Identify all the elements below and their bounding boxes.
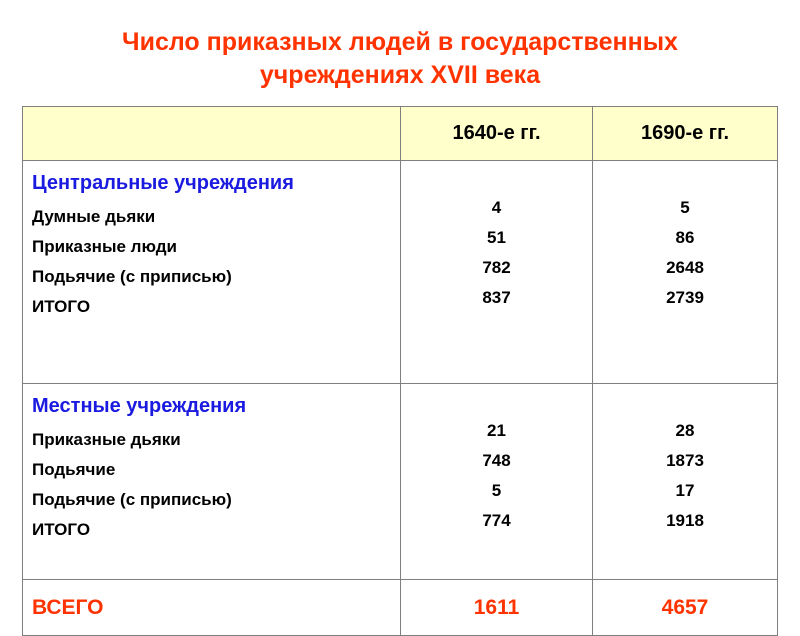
value-1690s: 1873 [666, 451, 704, 470]
section-title-central: Центральные учреждения [32, 172, 294, 194]
total-label: ВСЕГО [23, 580, 401, 636]
value-1640s: 51 [487, 228, 506, 247]
values-1690s-cell [593, 161, 778, 384]
total-row [23, 580, 778, 636]
value-1640s: 774 [482, 511, 511, 530]
title-line-1: Число приказных людей в государственных [122, 28, 678, 56]
value-1690s: 1918 [666, 511, 704, 530]
total-1640s: 1611 [401, 580, 593, 636]
table-header-row [23, 107, 778, 161]
section-labels-cell [23, 161, 401, 384]
row-label: Приказные дьяки [32, 430, 181, 449]
values-1690s-cell [593, 384, 778, 580]
value-1640s: 4 [491, 198, 502, 217]
value-1640s: 21 [487, 421, 506, 440]
value-1640s: 837 [482, 288, 511, 307]
row-label: ИТОГО [32, 297, 91, 316]
page-title [0, 26, 800, 92]
header-cell-empty [23, 107, 401, 161]
header-cell-1690s: 1690-е гг. [593, 107, 778, 161]
row-label: Подьячие (с приписью) [32, 267, 232, 286]
row-label: Приказные люди [32, 237, 177, 256]
row-label: ИТОГО [32, 520, 91, 539]
value-1690s: 86 [675, 228, 695, 247]
total-1690s: 4657 [593, 580, 778, 636]
value-1690s: 28 [675, 421, 695, 440]
values-1640s-cell [401, 161, 593, 384]
value-1690s: 5 [680, 198, 690, 217]
row-label: Подьячие (с приписью) [32, 490, 232, 509]
value-1690s: 2739 [666, 288, 704, 307]
section-local [23, 384, 778, 580]
header-cell-1640s: 1640-е гг. [401, 107, 593, 161]
value-1640s: 5 [491, 481, 502, 500]
section-labels-cell [23, 384, 401, 580]
section-central [23, 161, 778, 384]
value-1640s: 782 [482, 258, 511, 277]
value-1690s: 17 [675, 481, 695, 500]
values-1640s-cell [401, 384, 593, 580]
row-label: Подьячие [32, 460, 116, 479]
title-line-2: учреждениях XVII века [259, 61, 541, 89]
row-label: Думные дьяки [32, 207, 156, 226]
value-1640s: 748 [482, 451, 511, 470]
section-title-local: Местные учреждения [32, 395, 247, 417]
data-table [22, 106, 778, 636]
value-1690s: 2648 [666, 258, 704, 277]
